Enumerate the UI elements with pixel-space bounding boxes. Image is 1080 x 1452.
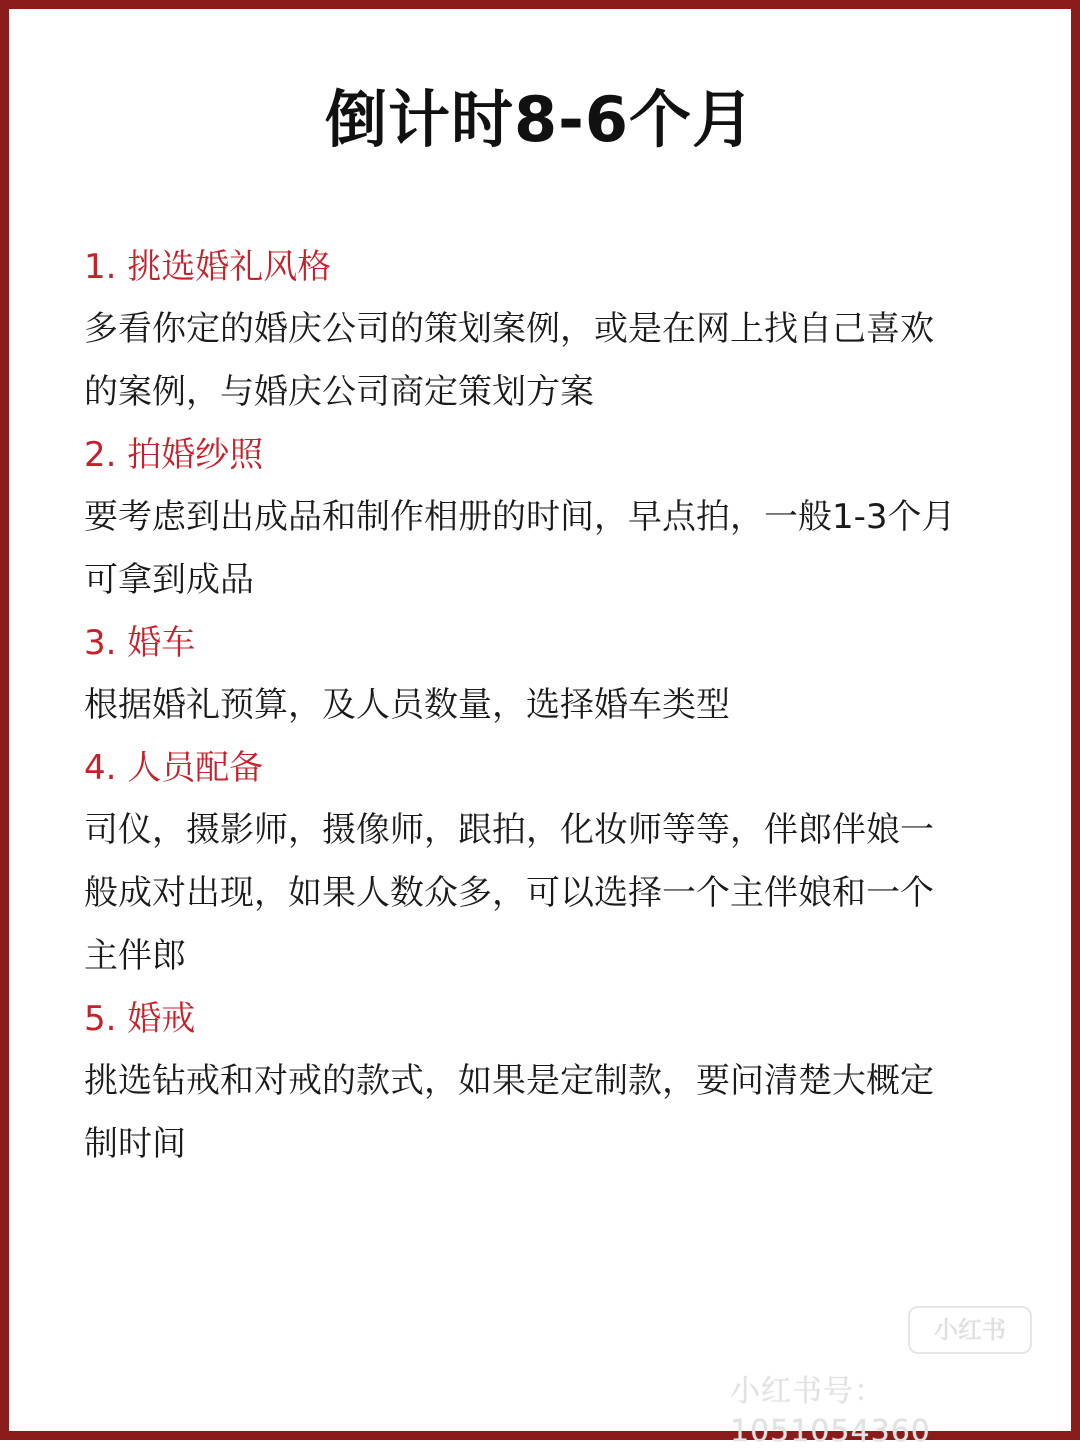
section-body: 司仪，摄影师，摄像师，跟拍，化妆师等等，伴郎伴娘一 般成对出现，如果人数众多，可以选择一个主伴娘和一个 主伴郎 <box>84 810 934 976</box>
section-body: 根据婚礼预算，及人员数量，选择婚车类型 <box>84 685 730 725</box>
section-heading: 2. 拍婚纱照 <box>84 435 264 475</box>
watermark-account-id: 小红书号：1051054360 <box>730 1374 931 1449</box>
section-heading: 1. 挑选婚礼风格 <box>84 247 332 287</box>
section-5 <box>84 988 1014 1176</box>
section-body: 要考虑到出成品和制作相册的时间，早点拍，一般1-3个月 可拿到成品 <box>84 497 956 600</box>
section-body: 多看你定的婚庆公司的策划案例，或是在网上找自己喜欢 的案例，与婚庆公司商定策划方案 <box>84 309 934 412</box>
section-heading: 5. 婚戒 <box>84 999 196 1039</box>
section-2 <box>84 424 1014 612</box>
section-1 <box>84 236 1014 424</box>
section-heading: 3. 婚车 <box>84 623 196 663</box>
checklist <box>84 236 1014 1176</box>
section-4 <box>84 737 1014 988</box>
watermark-logo-badge: 小红书 <box>908 1306 1032 1354</box>
section-3 <box>84 612 1014 737</box>
section-heading: 4. 人员配备 <box>84 748 264 788</box>
section-body: 挑选钻戒和对戒的款式，如果是定制款，要问清楚大概定 制时间 <box>84 1061 934 1164</box>
page-title: 倒计时8-6个月 <box>324 83 755 156</box>
